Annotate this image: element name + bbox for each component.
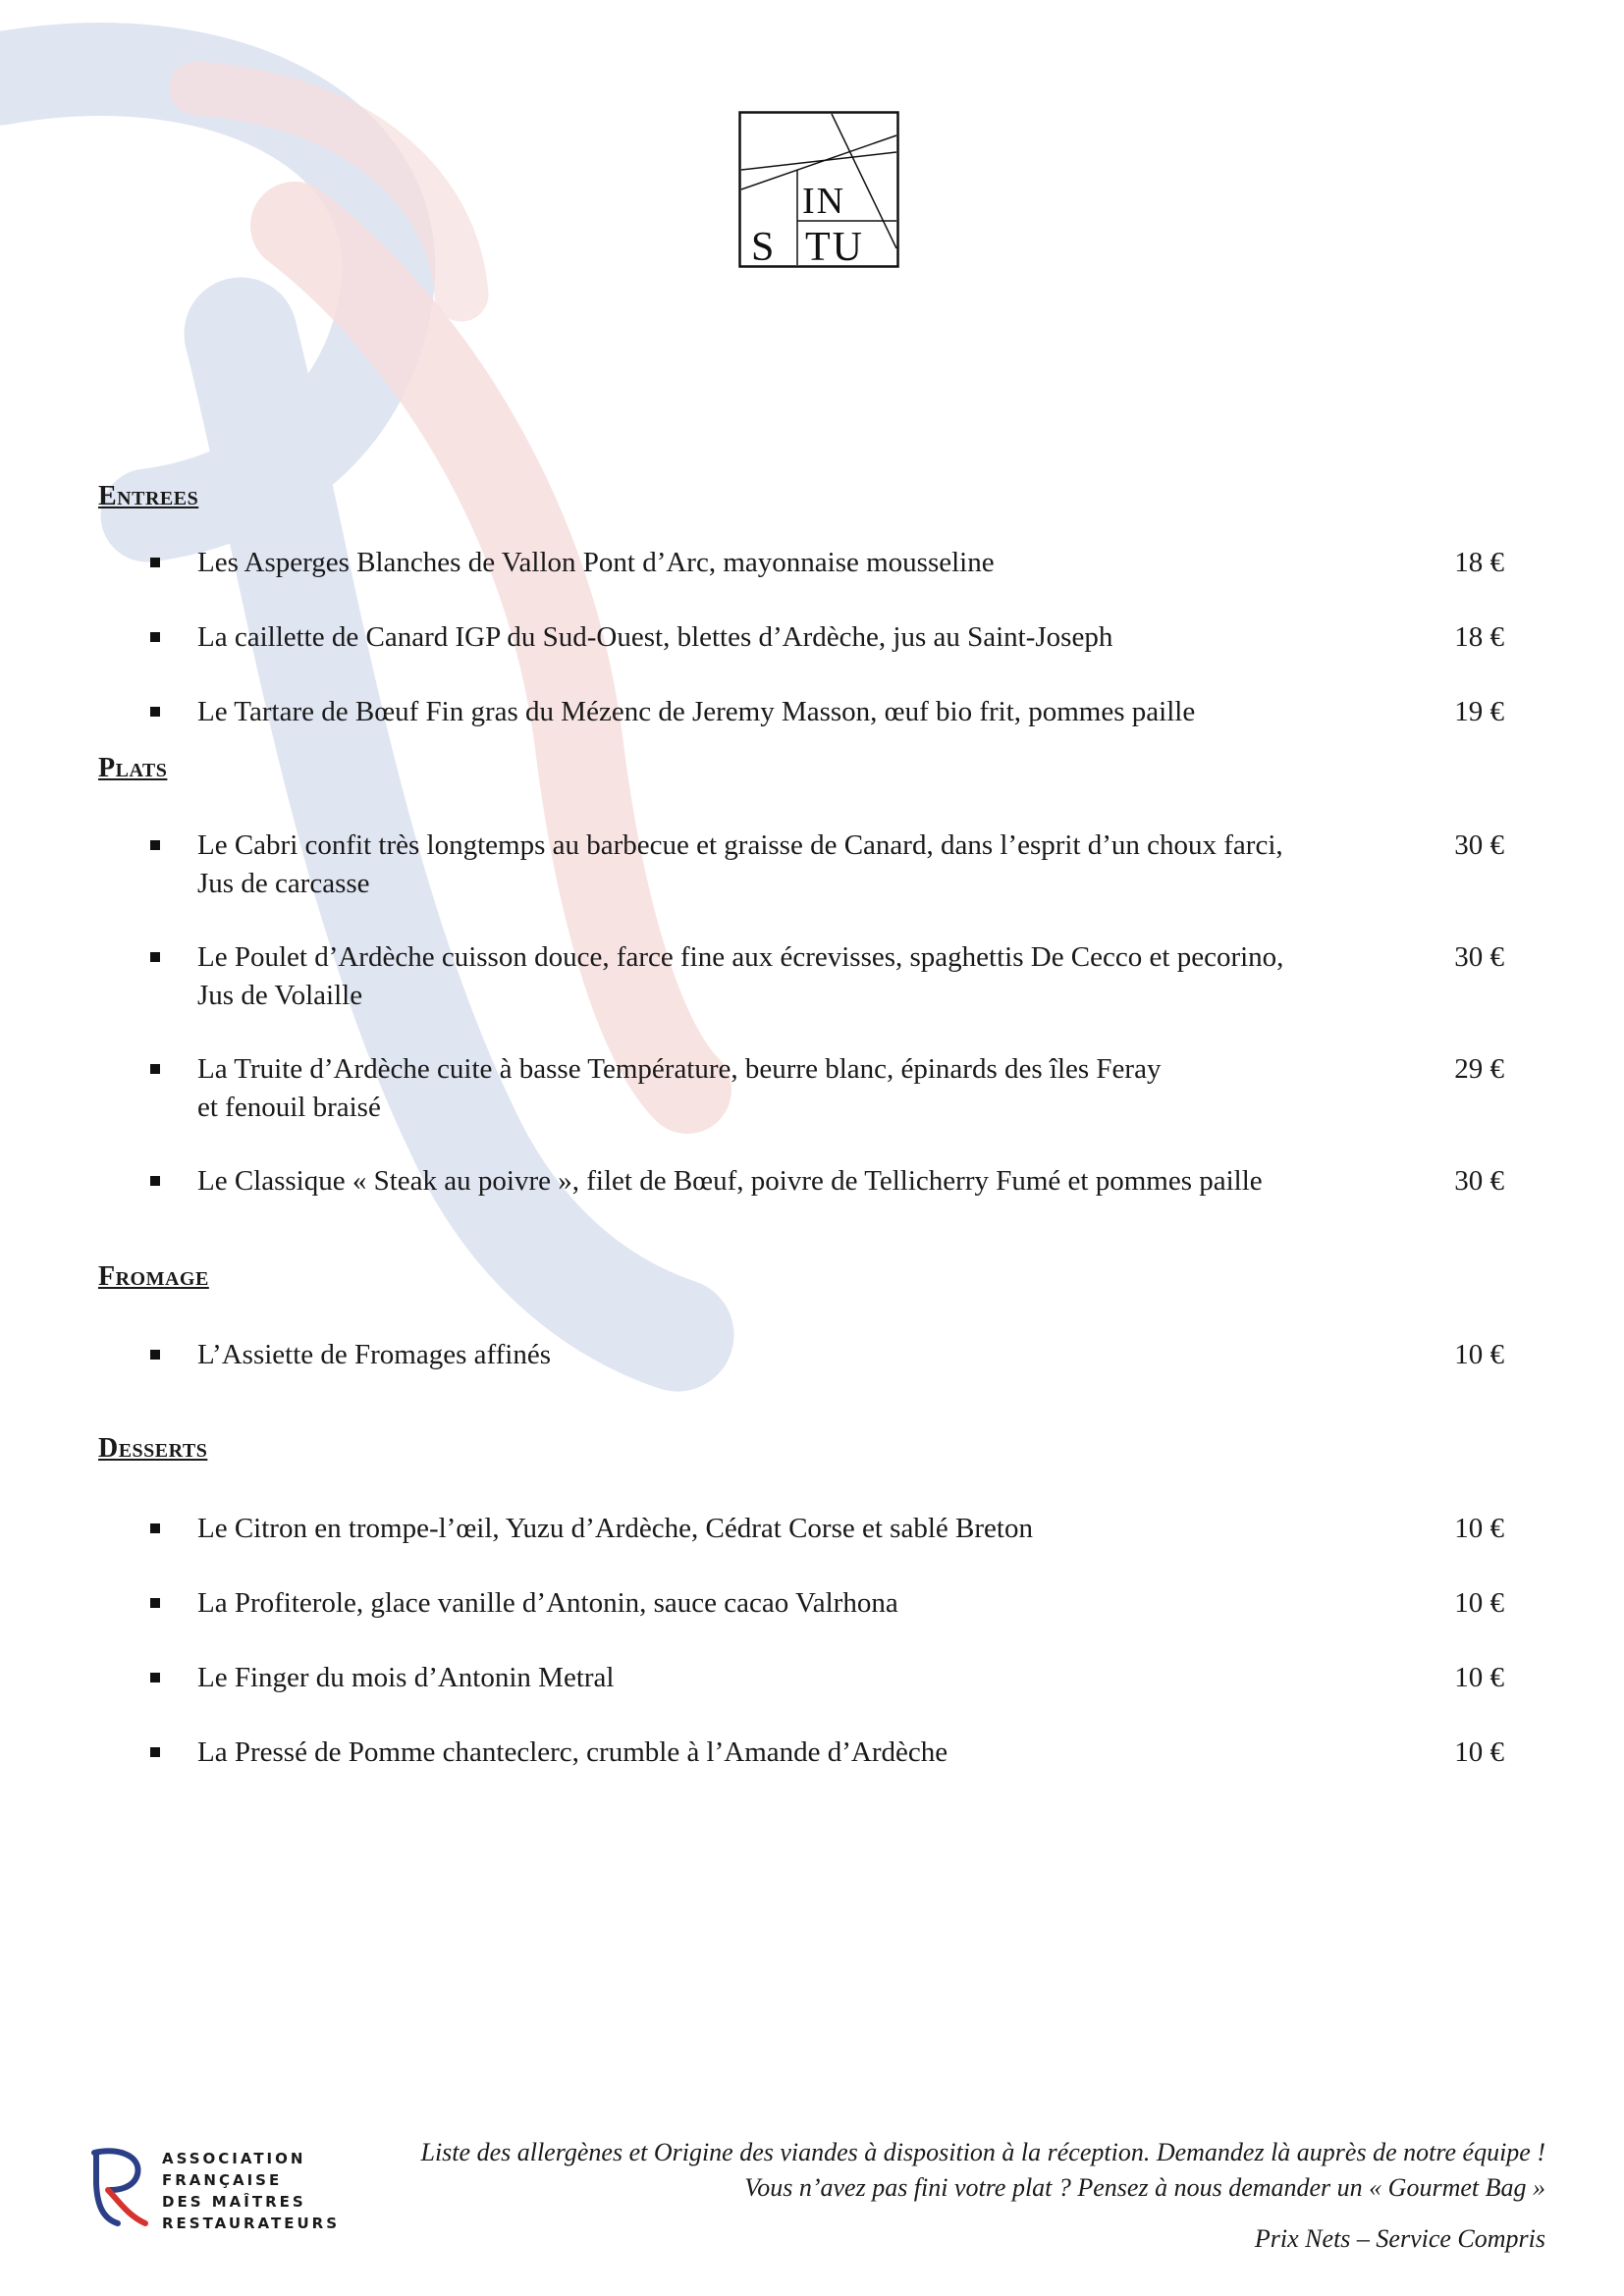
item-name: Les Asperges Blanches de Vallon Pont d’Arc, mayonnaise mousseline	[197, 547, 995, 578]
item-name: La caillette de Canard IGP du Sud-Ouest, blettes d’Ardèche, jus au Saint-Joseph	[197, 621, 1113, 653]
item-name-line: Le Poulet d’Ardèche cuisson douce, farce fine aux écrevisses, spaghettis De Cecco et pecorino,	[197, 941, 1284, 973]
item-price: 30 €	[1454, 829, 1504, 861]
section-plats	[98, 753, 1512, 1201]
item-name: Le Finger du mois d’Antonin Metral	[197, 1662, 615, 1693]
bullet-icon	[150, 1747, 160, 1757]
item-price: 30 €	[1454, 941, 1504, 973]
menu-item	[98, 938, 1512, 1015]
in-situ-logo	[738, 111, 899, 268]
item-price: 19 €	[1454, 696, 1504, 727]
item-name: La Pressé de Pomme chanteclerc, crumble à l’Amande d’Ardèche	[197, 1736, 948, 1768]
item-name: L’Assiette de Fromages affinés	[197, 1339, 552, 1370]
allergen-note: Liste des allergènes et Origine des viandes à disposition à la réception. Demandez là auprès de notre équipe !	[420, 2138, 1545, 2166]
item-price: 18 €	[1454, 547, 1504, 578]
section-desserts	[98, 1433, 1512, 1772]
bullet-icon	[150, 952, 160, 962]
item-name: Le Classique « Steak au poivre », filet de Bœuf, poivre de Tellicherry Fumé et pommes paille	[197, 1165, 1263, 1197]
bullet-icon	[150, 840, 160, 850]
item-name: Le Citron en trompe-l’œil, Yuzu d’Ardèche, Cédrat Corse et sablé Breton	[197, 1513, 1033, 1544]
section-title: Plats	[98, 753, 168, 783]
item-name-line: et fenouil braisé	[197, 1092, 381, 1123]
item-price: 18 €	[1454, 621, 1504, 653]
menu-item	[98, 1510, 1512, 1548]
bullet-icon	[150, 558, 160, 567]
menu-item	[98, 693, 1512, 731]
gourmet-bag-note: Vous n’avez pas fini votre plat ? Pensez à nous demander un « Gourmet Bag »	[744, 2173, 1545, 2202]
bullet-icon	[150, 1176, 160, 1186]
association-name	[162, 2148, 340, 2234]
menu-item	[98, 1050, 1512, 1127]
bullet-icon	[150, 632, 160, 642]
bullet-icon	[150, 1598, 160, 1608]
bullet-icon	[150, 1523, 160, 1533]
logo-text-s: S	[751, 225, 775, 268]
item-price: 10 €	[1454, 1736, 1504, 1768]
association-line: FRANÇAISE	[162, 2171, 283, 2189]
item-name: Le Tartare de Bœuf Fin gras du Mézenc de Jeremy Masson, œuf bio frit, pommes paille	[197, 696, 1196, 727]
item-name-line: Jus de Volaille	[197, 980, 363, 1011]
logo-text-in: IN	[802, 181, 846, 222]
item-price: 10 €	[1454, 1587, 1504, 1619]
section-title: Entrees	[98, 481, 199, 511]
item-price: 10 €	[1454, 1339, 1504, 1370]
bullet-icon	[150, 1350, 160, 1360]
item-price: 30 €	[1454, 1165, 1504, 1197]
menu-item	[98, 1659, 1512, 1697]
item-name-line: Le Cabri confit très longtemps au barbecue et graisse de Canard, dans l’esprit d’un choux farci,	[197, 829, 1283, 861]
menu-item	[98, 618, 1512, 657]
association-line: RESTAURATEURS	[162, 2215, 341, 2232]
item-price: 10 €	[1454, 1662, 1504, 1693]
item-price: 29 €	[1454, 1053, 1504, 1085]
menu-item	[98, 544, 1512, 582]
section-title: Desserts	[98, 1433, 208, 1464]
section-entrees	[98, 481, 1512, 731]
menu-item	[98, 827, 1512, 903]
item-name-line: Jus de carcasse	[197, 868, 370, 899]
bullet-icon	[150, 1673, 160, 1682]
association-logo	[88, 2145, 383, 2233]
bullet-icon	[150, 707, 160, 717]
association-line: DES MAÎTRES	[162, 2193, 306, 2211]
section-title: Fromage	[98, 1261, 209, 1292]
bullet-icon	[150, 1064, 160, 1074]
menu	[98, 481, 1512, 1772]
item-name-line: La Truite d’Ardèche cuite à basse Température, beurre blanc, épinards des îles Feray	[197, 1053, 1162, 1085]
association-line: ASSOCIATION	[162, 2150, 306, 2167]
menu-item	[98, 1734, 1512, 1772]
footer-notes	[421, 2135, 1546, 2257]
item-price: 10 €	[1454, 1513, 1504, 1544]
menu-item	[98, 1162, 1512, 1201]
section-fromage	[98, 1261, 1512, 1374]
logo-text-tu: TU	[805, 225, 864, 268]
item-name: La Profiterole, glace vanille d’Antonin, sauce cacao Valrhona	[197, 1587, 898, 1619]
menu-item	[98, 1584, 1512, 1623]
menu-item	[98, 1336, 1512, 1374]
price-note: Prix Nets – Service Compris	[1254, 2224, 1545, 2253]
r-emblem-icon	[88, 2145, 157, 2233]
